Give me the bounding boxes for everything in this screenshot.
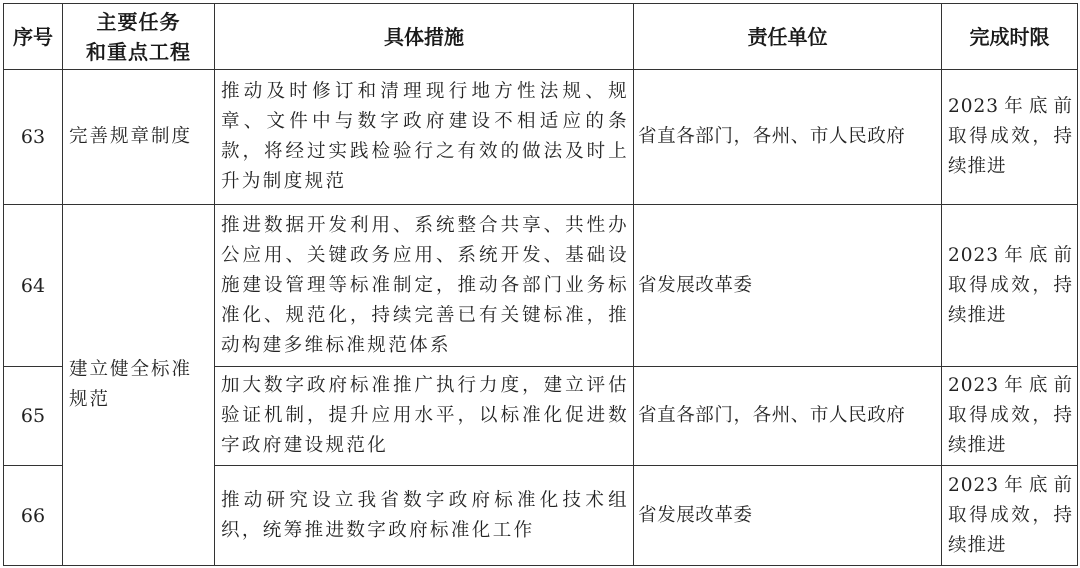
header-measure: 具体措施	[215, 4, 634, 70]
table-row	[4, 70, 1078, 205]
measures-table	[3, 3, 1078, 566]
task-cell: 完善规章制度	[63, 70, 215, 205]
row-number: 65	[4, 367, 63, 466]
deadline-cell: 2023年底前取得成效，持续推进	[942, 367, 1078, 466]
header-task-line2: 和重点工程	[86, 39, 191, 64]
measure-cell: 推动研究设立我省数字政府标准化技术组织，统筹推进数字政府标准化工作	[215, 466, 634, 566]
header-task-line1: 主要任务	[96, 9, 181, 34]
header-row	[4, 4, 1078, 70]
unit-cell: 省发展改革委	[634, 205, 942, 367]
row-number: 66	[4, 466, 63, 566]
header-no: 序号	[4, 4, 63, 70]
deadline-cell: 2023年底前取得成效，持续推进	[942, 70, 1078, 205]
header-time: 完成时限	[942, 4, 1078, 70]
deadline-cell: 2023年底前取得成效，持续推进	[942, 466, 1078, 566]
row-number: 64	[4, 205, 63, 367]
measure-cell: 加大数字政府标准推广执行力度，建立评估验证机制，提升应用水平，以标准化促进数字政府建设规范化	[215, 367, 634, 466]
deadline-cell: 2023年底前取得成效，持续推进	[942, 205, 1078, 367]
task-cell: 建立健全标准规范	[63, 205, 215, 566]
header-unit: 责任单位	[634, 4, 942, 70]
unit-cell: 省直各部门，各州、市人民政府	[634, 367, 942, 466]
measure-cell: 推进数据开发利用、系统整合共享、共性办公应用、关键政务应用、系统开发、基础设施建设管理等标准制定，推动各部门业务标准化、规范化，持续完善已有关键标准，推动构建多维标准规范体系	[215, 205, 634, 367]
table-row	[4, 205, 1078, 367]
header-task	[63, 4, 215, 70]
row-number: 63	[4, 70, 63, 205]
unit-cell: 省发展改革委	[634, 466, 942, 566]
unit-cell: 省直各部门，各州、市人民政府	[634, 70, 942, 205]
measure-cell: 推动及时修订和清理现行地方性法规、规章、文件中与数字政府建设不相适应的条款，将经过实践检验行之有效的做法及时上升为制度规范	[215, 70, 634, 205]
